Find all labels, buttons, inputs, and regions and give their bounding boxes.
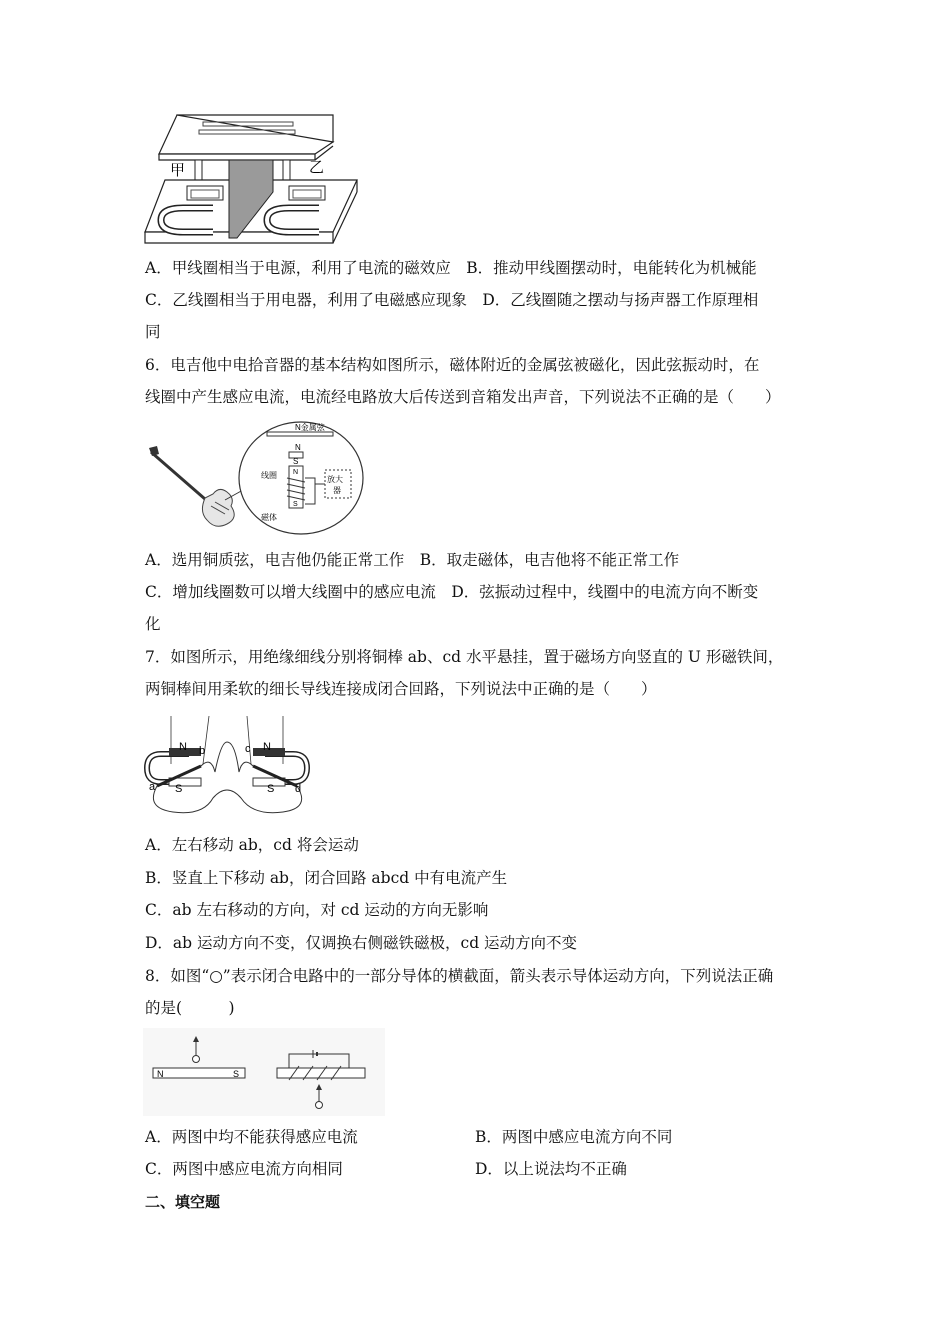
- coil-yi-label: 乙: [309, 159, 325, 176]
- q5-options-cd: C．乙线圈相当于用电器，利用了电磁感应现象 D．乙线圈随之摆动与扬声器工作原理相: [145, 291, 759, 309]
- q8-option-b: B．两图中感应电流方向不同: [475, 1128, 673, 1146]
- end-b-label: b: [199, 745, 206, 757]
- amplifier-label-1: 放大: [327, 475, 343, 484]
- coil-label: 线圈: [261, 471, 277, 480]
- coil-jia-label: 甲: [170, 162, 186, 179]
- bar-magnet-s: S: [233, 1069, 240, 1079]
- q6-options-cd: C．增加线圈数可以增大线圈中的感应电流 D．弦振动过程中，线圈中的电流方向不断变: [145, 583, 759, 601]
- pole-n-label: N: [295, 443, 301, 452]
- pole-n-right: N: [263, 741, 271, 753]
- q5-options-ab: A．甲线圈相当于电源，利用了电流的磁效应 B．推动甲线圈摆动时，电能转化为机械能: [145, 259, 757, 277]
- q8-option-d: D．以上说法均不正确: [475, 1160, 627, 1178]
- q8-option-a: A．两图中均不能获得感应电流: [145, 1128, 358, 1146]
- magnet-n-label: N: [293, 469, 299, 476]
- pole-s-label: S: [293, 457, 299, 466]
- q7-option-d: D．ab 运动方向不变，仅调换右侧磁铁磁极，cd 运动方向不变: [145, 934, 578, 952]
- end-a-label: a: [149, 781, 156, 793]
- guitar-illustration: [149, 446, 234, 526]
- q6-options-cd-cont: 化: [145, 615, 161, 633]
- pole-s-left: S: [175, 783, 183, 795]
- q8-option-c: C．两图中感应电流方向相同: [145, 1160, 343, 1178]
- magnet-label: 磁体: [261, 513, 277, 522]
- q7-option-a: A．左右移动 ab，cd 将会运动: [145, 836, 359, 854]
- q7-option-b: B．竖直上下移动 ab，闭合回路 abcd 中有电流产生: [145, 869, 508, 887]
- string-label: N金属弦: [295, 423, 325, 432]
- magnet-s-label: S: [293, 501, 298, 508]
- section-heading-fill-in: 二、填空题: [145, 1193, 221, 1211]
- q5-options-cd-cont: 同: [145, 323, 161, 341]
- amplifier-label-2: 器: [333, 486, 341, 495]
- q6-figure: [143, 420, 365, 538]
- q6-stem-line2: 线圈中产生感应电流，电流经电路放大后传送到音箱发出声音，下列说法不正确的是（ ）: [145, 388, 781, 406]
- q7-figure: [143, 712, 313, 822]
- q8-stem-line2: 的是( ): [145, 999, 235, 1017]
- q6-stem-line1: 6．电吉他中电拾音器的基本结构如图所示，磁体附近的金属弦被磁化，因此弦振动时，在: [145, 356, 760, 374]
- end-d-label: d: [295, 783, 302, 795]
- q8-figure: [143, 1028, 385, 1116]
- q7-stem-line1: 7．如图所示，用绝缘细线分别将铜棒 ab、cd 水平悬挂，置于磁场方向竖直的 U 形磁铁间，: [145, 648, 784, 666]
- pole-s-right: S: [267, 783, 275, 795]
- q5-figure: [143, 112, 361, 246]
- q8-stem-line1: 8．如图“○”表示闭合电路中的一部分导体的横截面，箭头表示导体运动方向，下列说法正确: [145, 967, 774, 985]
- q7-stem-line2: 两铜棒间用柔软的细长导线连接成闭合回路，下列说法中正确的是（ ）: [145, 680, 657, 698]
- pole-n-left: N: [179, 741, 187, 753]
- q6-options-ab: A．选用铜质弦，电吉他仍能正常工作 B．取走磁体，电吉他将不能正常工作: [145, 551, 680, 569]
- q7-option-c: C．ab 左右移动的方向，对 cd 运动的方向无影响: [145, 901, 489, 919]
- end-c-label: c: [245, 743, 251, 755]
- bar-magnet-n: N: [157, 1069, 164, 1079]
